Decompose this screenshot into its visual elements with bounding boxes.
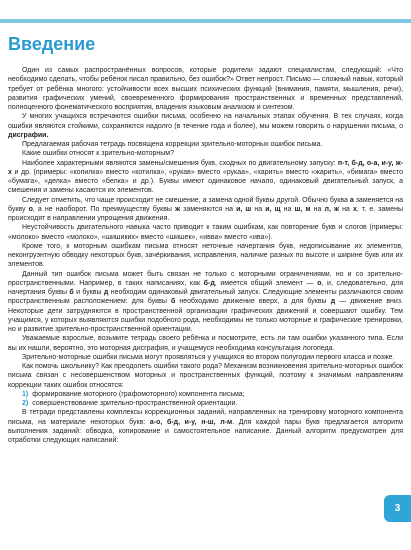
body-text xyxy=(8,66,403,445)
paragraph: Зрительно-моторные ошибки письма могут проявляться у учащихся во втором полугодии первого класса и позже. xyxy=(22,353,395,361)
list-item: 1) формирование моторного (графомоторного) компонента письма; xyxy=(22,390,245,398)
paragraph: Наиболее характерными являются замены/смешения букв, сходных по двигательному запуску: п-т, б-д, о-а, и-у, ж-х и др. (примеры: «копилка» вместо «котилка», «рукав» вместо «рукаа», «харить» вместо «жарить», «бимага» вместо «бумага», «делка» вместо «белка» и др.). Буквы имеют одинаковое начало, одинаковый двигательный запуск, а смешения и замены касаются их элементов. xyxy=(8,159,403,195)
paragraph: Один из самых распространённых вопросов, которые родители задают специалистам, следующий: «Что необходимо сделать, чтобы ребёнок писал правильно, без ошибок?» Ответ непрост. Письмо — сложный навык, который требует от ребёнка многого: устойчивости всех высших психических функций (внимания, памяти, мышления, речи), развития графических умений, своевременного формирования пространственных и временных представлений, полноценного фонематического восприятия, владения языковым анализом и синтезом. xyxy=(8,67,403,111)
paragraph: У многих учащихся встречаются ошибки письма, особенно на начальных этапах обучения. В тех случаях, когда ошибки являются стойкими, сохраняются надолго (в течение года и более), мы можем говорить о нарушении письма, о дисграфии. xyxy=(8,113,403,139)
paragraph: Уважаемые взрослые, возьмите тетрадь своего ребёнка и посмотрите, есть ли там ошибки указанного типа. Если вы их нашли, вероятно, это моторная дисграфия, и учащемуся необходима консультация логопеда. xyxy=(8,335,403,352)
top-rule xyxy=(0,19,411,23)
paragraph: Как помочь школьнику? Как преодолеть ошибки такого рода? Механизм возникновения зрительно-моторных ошибок письма связан с несовершенством моторных и пространственных функций, поэтому к значимым направлениям коррекции таких ошибок относятся: xyxy=(8,363,403,389)
paragraph: Предлагаемая рабочая тетрадь посвящена коррекции зрительно-моторных ошибок письма. xyxy=(22,141,323,148)
page-number: 3 xyxy=(394,503,401,514)
paragraph: Какие ошибки относят к зрительно-моторным? xyxy=(22,150,174,158)
paragraph: Данный тип ошибок письма может быть связан не только с моторными ограничениями, но и со зрительно-пространственными. Например, в таких написаниях, как б-д, имеется общий элемент — о, и, следовательно, для начертания буквы б и буквы д необходим одинаковый двигательный запуск. Следующие элементы различаются своим пространственным расположением: для буквы б необходимо движение вверх, а для буквы д — движение вниз. Некоторые дети затрудняются в пространственной организации графических движений и совершают ошибку. Тем учащимся, у которых выявляются ошибки подобного рода, необходимы не только моторные и графические тренировки, но и развитие зрительно-пространственной ориентации. xyxy=(8,270,403,333)
page-number-badge xyxy=(384,495,411,522)
paragraph: Следует отметить, что чаще происходит не смешение, а замена одной буквы другой. Обычно буква а заменяется на букву о, а не наоборот. По преимуществу буквы ж заменяются на и, ш на и, щ на ш, м на л, ж на х, т. е. замены происходят в направлении упрощения движения. xyxy=(8,196,404,222)
page-title: Введение xyxy=(8,34,96,54)
paragraph: В тетради представлены комплексы коррекционных заданий, направленных на тренировку моторного компонента письма, на материале некоторых букв: а-о, б-д, и-у, н-ш, л-м. Для каждой пары букв предлагается алгоритм выполнения заданий: обводка, копирование и самостоятельное написание. Данный алгоритм предусмотрен для отработки следующих написаний: xyxy=(8,409,403,444)
list-item: 2) совершенствование зрительно-пространственной ориентации. xyxy=(22,400,238,407)
paragraph: Кроме того, к моторным ошибкам письма относят неточные начертания букв, недописывание их элементов, неконгруэнтную обводку некоторых букв, зачёркивания, исправления, наличие разных по высоте и ширине букв или их элементов. xyxy=(8,242,403,269)
paragraph: Неустойчивость двигательного навыка часто приводит к таким ошибкам, как повторение букв и слогов (примеры: «молоко» вместо «молоко», «шишиких» вместо «шишек», «ивва» вместо «ива»). xyxy=(8,224,403,241)
